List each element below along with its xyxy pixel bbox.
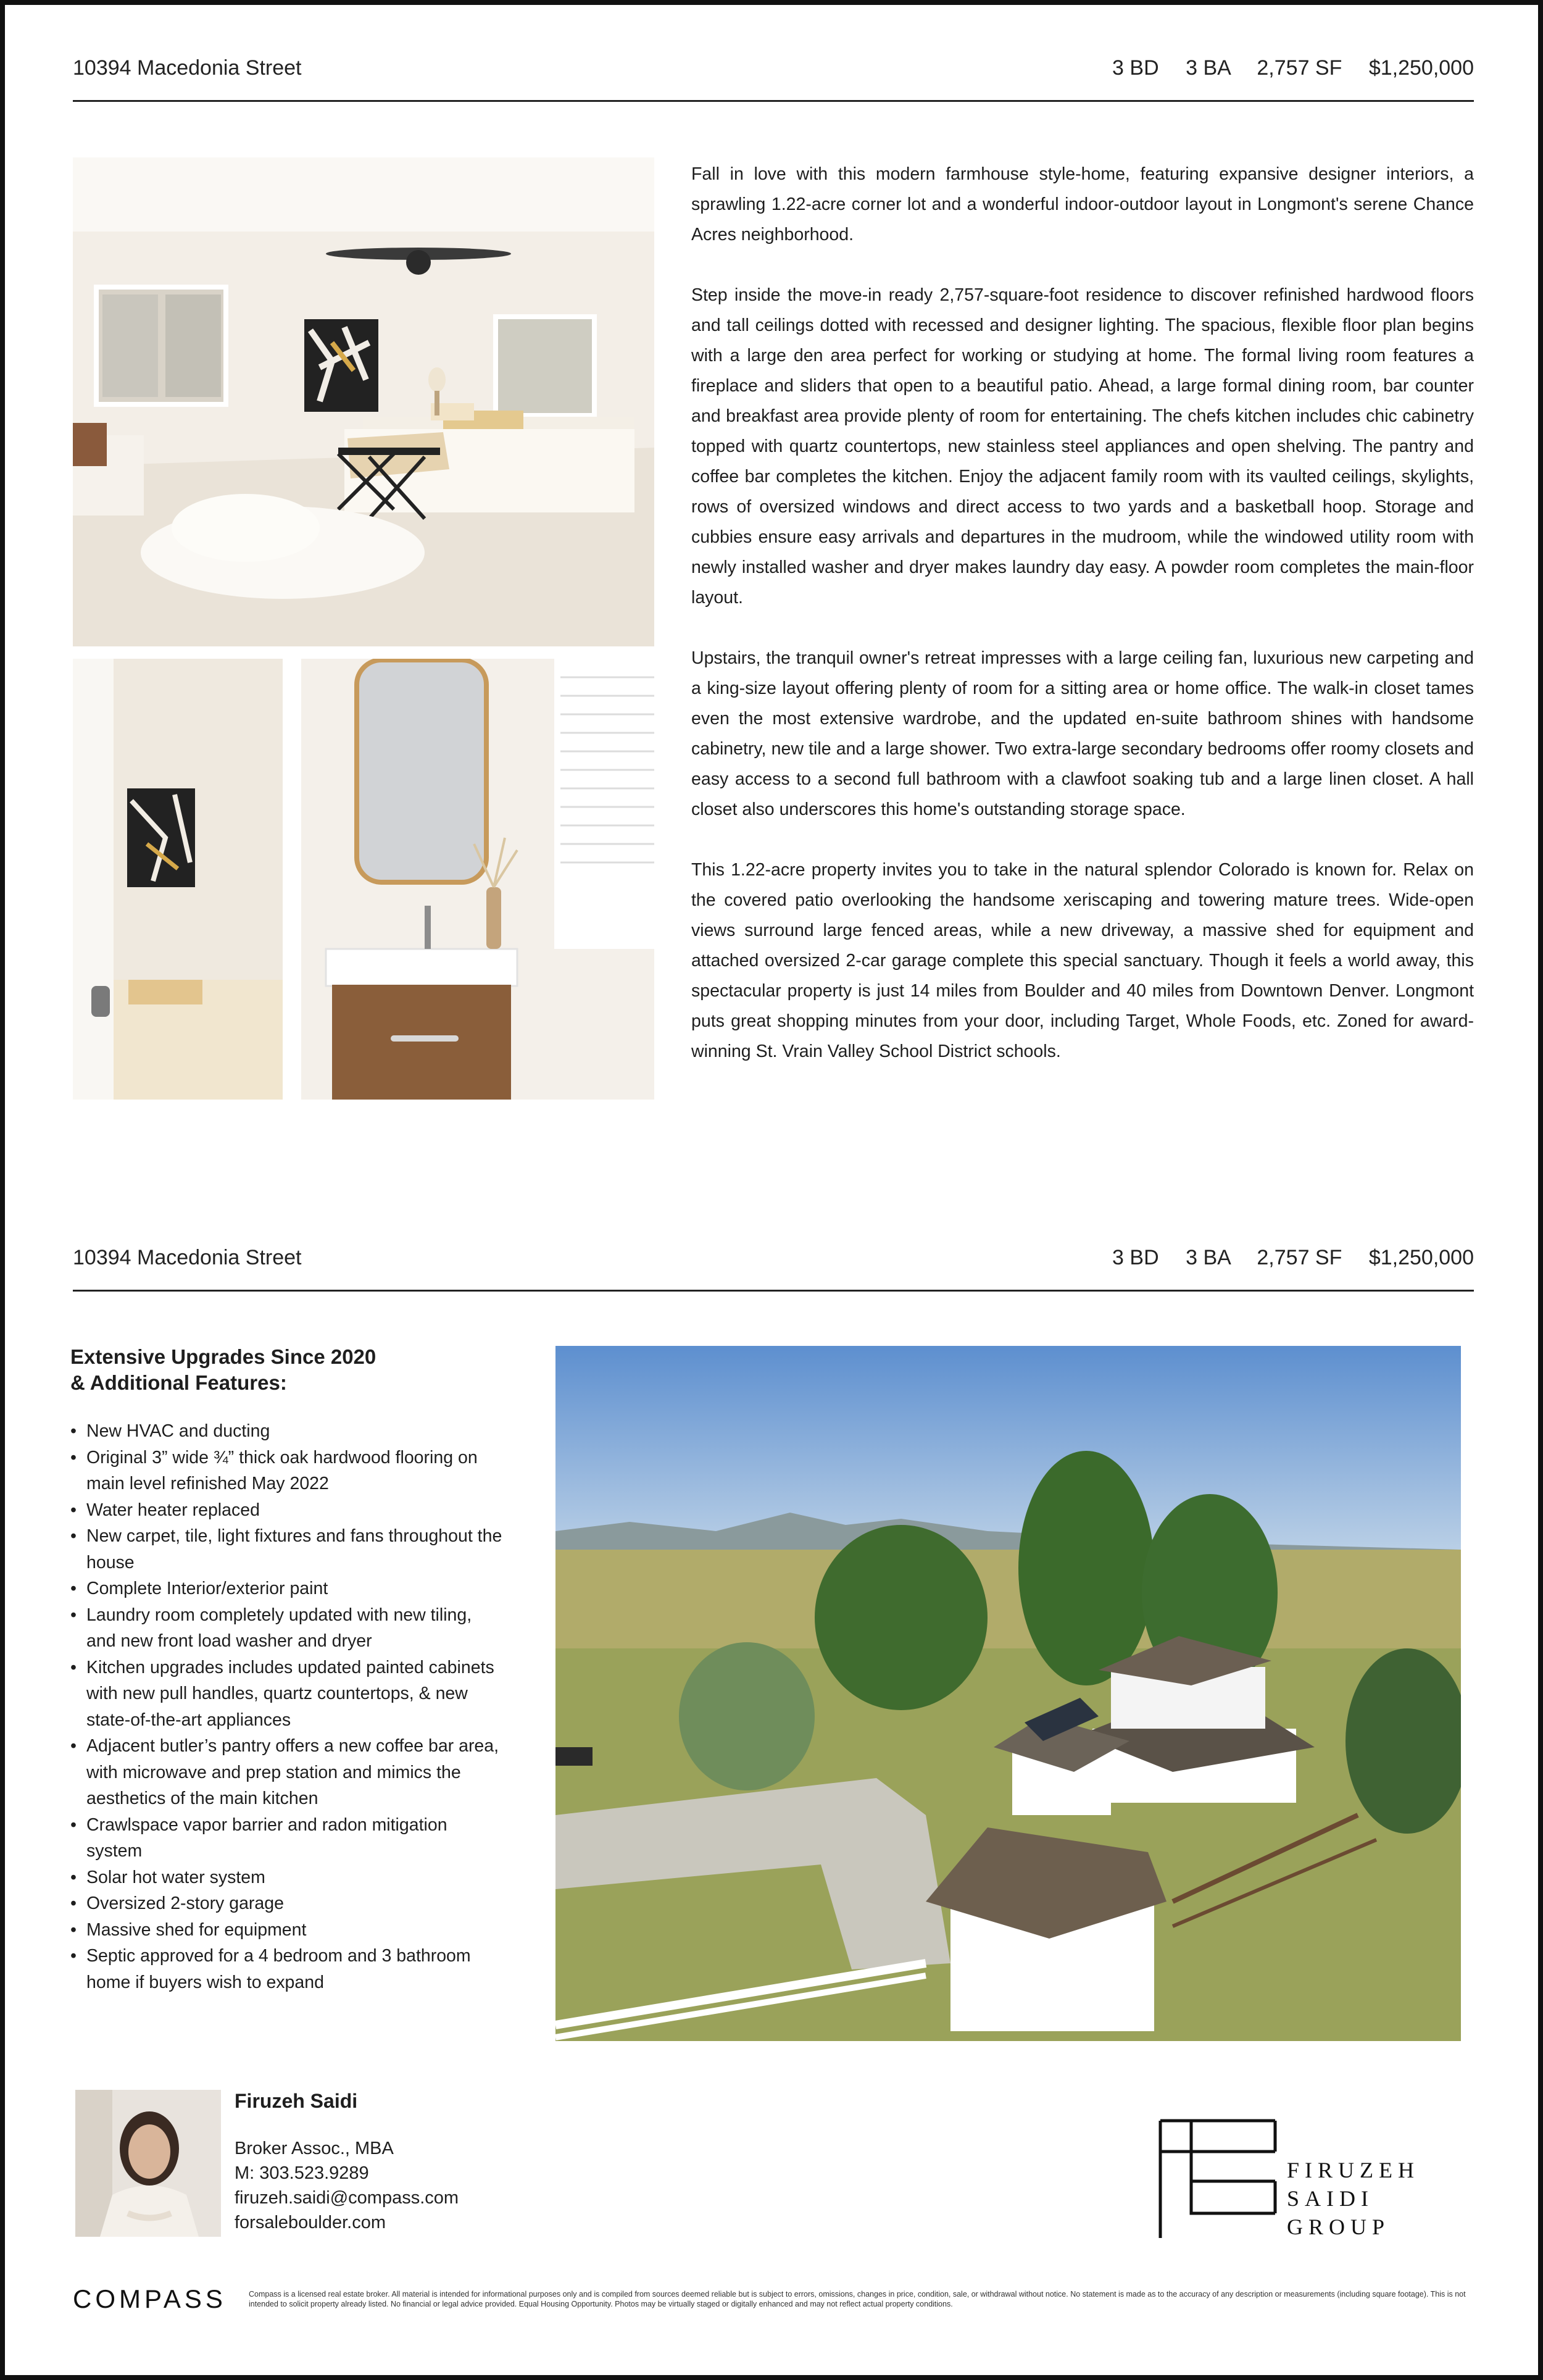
agent-email[interactable]: firuzeh.saidi@compass.com: [235, 2188, 459, 2208]
feature-item: • Adjacent butler’s pantry offers a new coffee bar area, with microwave and prep station and mimics the aesthetics of the main kitchen: [70, 1733, 502, 1812]
feature-item: • Complete Interior/exterior paint: [70, 1576, 502, 1602]
feature-item: • Solar hot water system: [70, 1864, 502, 1891]
page2-sqft: 2,757 SF: [1257, 1245, 1342, 1269]
feature-item: • Oversized 2-story garage: [70, 1890, 502, 1917]
aerial-property-photo: [555, 1346, 1461, 2041]
features-title-line-2: & Additional Features:: [70, 1371, 287, 1394]
feature-item: • Laundry room completely updated with new tiling, and new front load washer and dryer: [70, 1602, 502, 1655]
feature-item: • Kitchen upgrades includes updated painted cabinets with new pull handles, quartz countertops, & new state-of-the-art appliances: [70, 1655, 502, 1734]
feature-item: • Water heater replaced: [70, 1497, 502, 1524]
page1-header-rule: [73, 100, 1474, 102]
feature-item: • Septic approved for a 4 bedroom and 3 bathroom home if buyers wish to expand: [70, 1943, 502, 1995]
bedroom-photo: [73, 157, 654, 646]
features-section: [70, 1344, 502, 1995]
description-paragraph-4: This 1.22-acre property invites you to take in the natural splendor Colorado is known for. Relax on the covered patio overlooking the handsome xeriscaping and towering mature trees. Wide-open views surround large fenced areas, while a new driveway, a massive shed for equipment and attached oversized 2-car garage complete this special sanctuary. Though it feels a world away, this spectacular property is just 14 miles from Boulder and 40 miles from Downtown Denver. Longmont puts great shopping minutes from your door, including Target, Whole Foods, etc. Zoned for award-winning St. Vrain Valley School District schools.: [691, 860, 1474, 1061]
logo-line-1: FIRUZEH: [1287, 2158, 1420, 2182]
page2-header: [73, 1243, 1474, 1272]
page1-specs: [1091, 56, 1474, 80]
page1-beds: 3 BD: [1112, 56, 1159, 80]
feature-item: • Original 3” wide ¾” thick oak hardwood flooring on main level refinished May 2022: [70, 1445, 502, 1497]
compass-logo: COMPASS: [73, 2284, 227, 2313]
page2-price: $1,250,000: [1368, 1245, 1474, 1269]
description-paragraph-3: Upstairs, the tranquil owner's retreat impresses with a large ceiling fan, luxurious new carpeting and a king-size layout offering plenty of room for a sitting area or home office. The walk-in closet tames even the most extensive wardrobe, and the updated en-suite bathroom shines with handsome cabinetry, new tile and a large shower. Two extra-large secondary bedrooms offer roomy closets and easy access to a second full bathroom with a clawfoot soaking tub and a large linen closet. A hall closet also underscores this home's outstanding storage space.: [691, 648, 1474, 819]
agent-contact-block: [235, 2088, 605, 2235]
agent-website[interactable]: forsaleboulder.com: [235, 2213, 386, 2232]
legal-disclaimer: Compass is a licensed real estate broker. All material is intended for informational purposes only and is compiled from sources deemed reliable but is subject to errors, omissions, changes in price, condition, sale, or withdrawal without notice. No statement is made as to the accuracy of any description or measurements (including square footage). This is not intended to solicit property already listed. No financial or legal advice provided. Equal Housing Opportunity. Photos may be virtually staged or digitally enhanced and may not reflect actual property conditions.: [249, 2290, 1466, 2308]
page1-price: $1,250,000: [1368, 56, 1474, 80]
bathroom-photo: [73, 659, 654, 1100]
agent-title: Broker Assoc., MBA: [235, 2139, 394, 2158]
page1-baths: 3 BA: [1186, 56, 1230, 80]
page2-baths: 3 BA: [1186, 1245, 1230, 1269]
features-title: [70, 1344, 502, 1396]
feature-item: • Massive shed for equipment: [70, 1917, 502, 1944]
description-paragraph-1: Fall in love with this modern farmhouse style-home, featuring expansive designer interiors, a sprawling 1.22-acre corner lot and a wonderful indoor-outdoor layout in Longmont's serene Chance Acres neighborhood.: [691, 164, 1474, 244]
page1-header: [73, 53, 1474, 83]
page2-address: 10394 Macedonia Street: [73, 1245, 302, 1269]
logo-wordmark: [1287, 2156, 1420, 2241]
features-list: [70, 1418, 502, 1995]
feature-item: • New HVAC and ducting: [70, 1418, 502, 1445]
features-title-line-1: Extensive Upgrades Since 2020: [70, 1345, 376, 1368]
feature-item: • New carpet, tile, light fixtures and fans throughout the house: [70, 1523, 502, 1576]
logo-line-2: SAIDI: [1287, 2186, 1374, 2211]
agent-headshot: [75, 2090, 221, 2237]
page2-beds: 3 BD: [1112, 1245, 1159, 1269]
agent-name: Firuzeh Saidi: [235, 2090, 358, 2112]
agent-phone[interactable]: M: 303.523.9289: [235, 2163, 369, 2183]
feature-item: • Crawlspace vapor barrier and radon mitigation system: [70, 1812, 502, 1864]
logo-line-3: GROUP: [1287, 2215, 1391, 2239]
page1-sqft: 2,757 SF: [1257, 56, 1342, 80]
page2-specs: [1091, 1246, 1474, 1270]
description-paragraph-2: Step inside the move-in ready 2,757-square-foot residence to discover refinished hardwood floors and tall ceilings dotted with recessed and designer lighting. The spacious, flexible floor plan begins with a large den area perfect for working or studying at home. The formal living room features a fireplace and sliders that open to a beautiful patio. Ahead, a large formal dining room, bar counter and breakfast area provide plenty of room for entertaining. The chefs kitchen includes chic cabinetry topped with quartz countertops, new stainless steel appliances and open shelving. The pantry and coffee bar completes the kitchen. Enjoy the adjacent family room with its vaulted ceilings, skylights, rows of oversized windows and direct access to two yards and a basketball hoop. Storage and cubbies ensure easy arrivals and departures in the mudroom, while the windowed utility room with newly installed washer and dryer makes laundry day easy. A powder room completes the main-floor layout.: [691, 285, 1474, 608]
page2-header-rule: [73, 1290, 1474, 1292]
property-description: [691, 159, 1474, 1097]
page1-address: 10394 Macedonia Street: [73, 56, 302, 80]
